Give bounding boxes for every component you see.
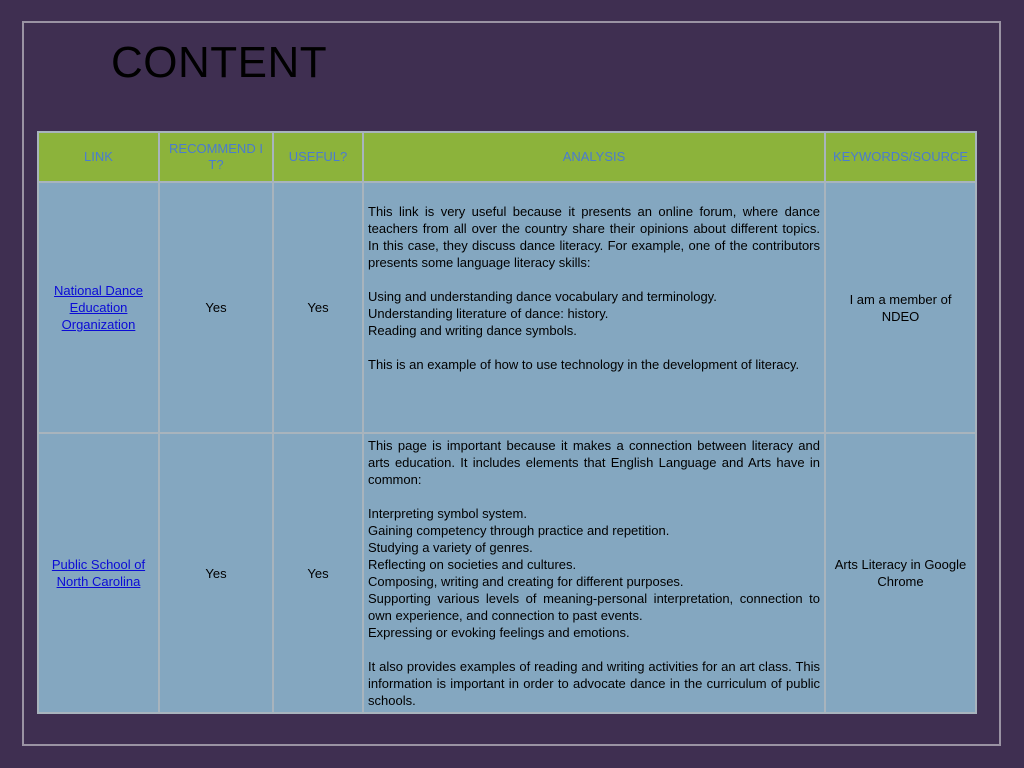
recommend-cell: Yes: [159, 182, 273, 433]
analysis-cell: [363, 433, 825, 713]
analysis-item: Studying a variety of genres.: [368, 540, 533, 555]
keywords-cell: I am a member of NDEO: [825, 182, 976, 433]
analysis-item: Gaining competency through practice and repetition.: [368, 523, 670, 538]
link-cell: [38, 182, 159, 433]
link-public-school-nc[interactable]: Public School of North Carolina: [51, 557, 146, 589]
table-row: [38, 433, 976, 713]
analysis-item: Reading and writing dance symbols.: [368, 323, 577, 338]
useful-cell: Yes: [273, 433, 363, 713]
page-title: CONTENT: [111, 38, 328, 87]
analysis-item: Expressing or evoking feelings and emotions.: [368, 625, 630, 640]
header-recommend: RECOMMEND IT?: [159, 132, 273, 182]
analysis-list: [368, 288, 820, 339]
analysis-item: Reflecting on societies and cultures.: [368, 557, 577, 572]
link-ndeo[interactable]: National Dance Education Organization: [54, 283, 143, 332]
analysis-item: Composing, writing and creating for different purposes.: [368, 574, 684, 589]
analysis-closing: It also provides examples of reading and writing activities for an art class. This information is important in order to advocate dance in the curriculum of public schools.: [368, 659, 820, 708]
useful-cell: Yes: [273, 182, 363, 433]
keywords-cell: Arts Literacy in Google Chrome: [825, 433, 976, 713]
analysis-item: Using and understanding dance vocabulary and terminology.: [368, 289, 717, 304]
analysis-intro: This page is important because it makes a connection between literacy and arts education. It includes elements that English Language and Arts have in common:: [368, 438, 820, 487]
analysis-item: Interpreting symbol system.: [368, 506, 527, 521]
recommend-cell: Yes: [159, 433, 273, 713]
link-cell: [38, 433, 159, 713]
header-analysis: ANALYSIS: [363, 132, 825, 182]
header-useful: USEFUL?: [273, 132, 363, 182]
analysis-intro: This link is very useful because it presents an online forum, where dance teachers from all over the country share their opinions about different topics. In this case, they discuss dance literacy. For example, one of the contributors presents some language literacy skills:: [368, 204, 820, 270]
header-keywords: KEYWORDS/SOURCE: [825, 132, 976, 182]
analysis-closing: This is an example of how to use technology in the development of literacy.: [368, 357, 800, 372]
table-row: [38, 182, 976, 433]
header-link: LINK: [38, 132, 159, 182]
analysis-item: Understanding literature of dance: history.: [368, 306, 609, 321]
analysis-list: [368, 505, 820, 641]
content-table: [37, 131, 977, 714]
analysis-item: Supporting various levels of meaning-personal interpretation, connection to own experience, and connection to past events.: [368, 591, 820, 623]
table-header-row: [38, 132, 976, 182]
analysis-cell: [363, 182, 825, 433]
